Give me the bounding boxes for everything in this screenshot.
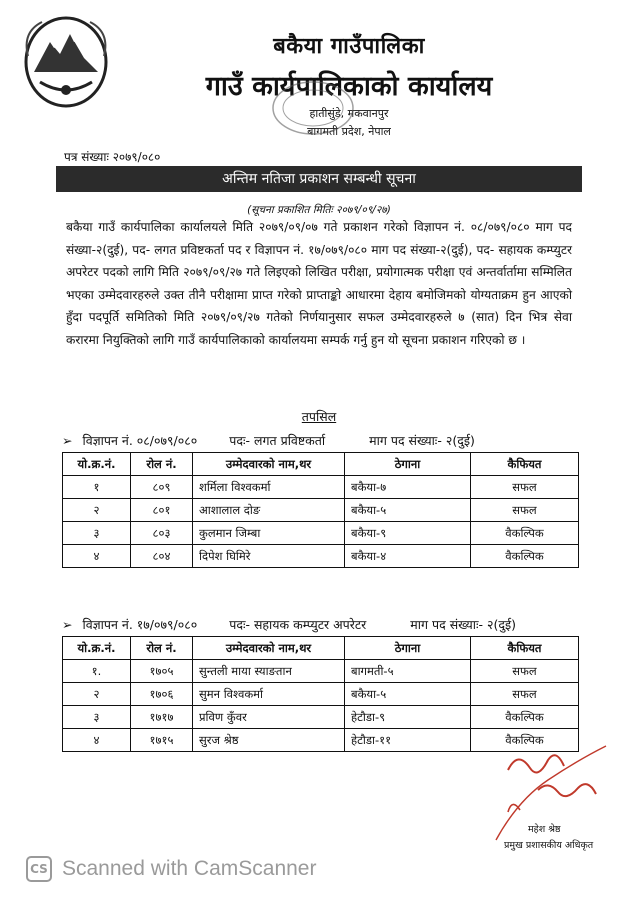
reference-number: पत्र संख्याः २०७९/०८० bbox=[64, 150, 161, 164]
signatory-title: प्रमुख प्रशासकीय अधिकृत bbox=[504, 840, 594, 851]
col-serial: यो.क्र.नं. bbox=[63, 453, 131, 476]
col-serial: यो.क्र.नं. bbox=[63, 637, 131, 660]
cell-address: हेटौडा-११ bbox=[345, 729, 471, 752]
cell-name: आशालाल दोङ bbox=[193, 499, 345, 522]
cell-serial: २ bbox=[63, 683, 131, 706]
table-row bbox=[63, 522, 579, 545]
section-1-post: पदः- लगत प्रविष्टकर्ता bbox=[229, 433, 326, 448]
section-1-header bbox=[62, 432, 475, 449]
signatory-name: महेश श्रेष्ठ bbox=[528, 824, 561, 835]
col-remarks: कैफियत bbox=[471, 453, 579, 476]
table-row bbox=[63, 499, 579, 522]
results-table-2 bbox=[62, 636, 579, 752]
details-heading: तपसिल bbox=[301, 409, 337, 424]
col-address: ठेगाना bbox=[345, 637, 471, 660]
camscanner-text: Scanned with CamScanner bbox=[62, 857, 317, 880]
cell-remarks: सफल bbox=[471, 476, 579, 499]
arrow-bullet-icon: ➢ bbox=[62, 617, 73, 632]
arrow-bullet-icon: ➢ bbox=[62, 433, 73, 448]
table-row bbox=[63, 660, 579, 683]
col-roll: रोल नं. bbox=[131, 453, 193, 476]
cell-serial: ३ bbox=[63, 522, 131, 545]
cell-roll: ८०३ bbox=[131, 522, 193, 545]
published-date: (सूचना प्रकाशित मितिः २०७९/०९/२७) bbox=[247, 204, 391, 216]
cell-serial: १ bbox=[63, 476, 131, 499]
cell-remarks: वैकल्पिक bbox=[471, 545, 579, 568]
cell-roll: १७१७ bbox=[131, 706, 193, 729]
results-table-1 bbox=[62, 452, 579, 568]
cell-remarks: वैकल्पिक bbox=[471, 706, 579, 729]
cell-address: हेटौडा-९ bbox=[345, 706, 471, 729]
cell-roll: ८०९ bbox=[131, 476, 193, 499]
col-name: उम्मेदवारको नाम,थर bbox=[193, 637, 345, 660]
cell-name: दिपेश घिमिरे bbox=[193, 545, 345, 568]
cell-roll: ८०४ bbox=[131, 545, 193, 568]
cell-roll: ८०१ bbox=[131, 499, 193, 522]
table-row bbox=[63, 683, 579, 706]
office-seal-stamp bbox=[268, 78, 358, 138]
cell-roll: १७०५ bbox=[131, 660, 193, 683]
cell-name: कुलमान जिम्बा bbox=[193, 522, 345, 545]
cell-address: बकैया-५ bbox=[345, 683, 471, 706]
cell-name: सुरज श्रेष्ठ bbox=[193, 729, 345, 752]
cell-name: प्रविण कुँवर bbox=[193, 706, 345, 729]
table-row bbox=[63, 476, 579, 499]
table-header-row bbox=[63, 453, 579, 476]
cell-serial: ३ bbox=[63, 706, 131, 729]
cell-serial: ४ bbox=[63, 545, 131, 568]
cell-remarks: वैकल्पिक bbox=[471, 522, 579, 545]
section-2-demand: माग पद संख्याः- २(दुई) bbox=[410, 617, 516, 632]
cell-serial: ४ bbox=[63, 729, 131, 752]
camscanner-watermark bbox=[26, 856, 316, 882]
cell-serial: २ bbox=[63, 499, 131, 522]
cell-address: बकैया-४ bbox=[345, 545, 471, 568]
table-header-row bbox=[63, 637, 579, 660]
cell-roll: १७१५ bbox=[131, 729, 193, 752]
cell-remarks: सफल bbox=[471, 499, 579, 522]
cell-name: सुन्तली माया स्याङतान bbox=[193, 660, 345, 683]
cell-serial: १. bbox=[63, 660, 131, 683]
cell-name: सुमन विश्वकर्मा bbox=[193, 683, 345, 706]
cell-name: शर्मिला विश्वकर्मा bbox=[193, 476, 345, 499]
office-name: गाउँ कार्यपालिकाको कार्यालय bbox=[205, 71, 493, 102]
notice-title-banner: अन्तिम नतिजा प्रकाशन सम्बन्धी सूचना bbox=[56, 166, 582, 192]
office-province: बागमती प्रदेश, नेपाल bbox=[307, 125, 391, 138]
table-row bbox=[63, 706, 579, 729]
col-remarks: कैफियत bbox=[471, 637, 579, 660]
cell-remarks: सफल bbox=[471, 683, 579, 706]
section-2-adv: विज्ञापन नं. १७/०७९/०८० bbox=[82, 617, 198, 632]
section-2-header bbox=[62, 616, 516, 633]
cell-remarks: वैकल्पिक bbox=[471, 729, 579, 752]
camscanner-logo-icon: CS bbox=[26, 856, 52, 882]
municipality-name: बकैया गाउँपालिका bbox=[273, 34, 425, 59]
cell-address: बकैया-७ bbox=[345, 476, 471, 499]
col-name: उम्मेदवारको नाम,थर bbox=[193, 453, 345, 476]
cell-address: बकैया-९ bbox=[345, 522, 471, 545]
cell-roll: १७०६ bbox=[131, 683, 193, 706]
section-2-post: पदः- सहायक कम्प्युटर अपरेटर bbox=[229, 617, 367, 632]
section-1-demand: माग पद संख्याः- २(दुई) bbox=[369, 433, 475, 448]
col-address: ठेगाना bbox=[345, 453, 471, 476]
section-1-adv: विज्ञापन नं. ०८/०७९/०८० bbox=[82, 433, 198, 448]
table-row bbox=[63, 545, 579, 568]
cell-remarks: सफल bbox=[471, 660, 579, 683]
cell-address: बागमती-५ bbox=[345, 660, 471, 683]
notice-body: बकैया गाउँ कार्यपालिका कार्यालयले मिति २०७९/०९/०७ गते प्रकाशन गरेको विज्ञापन नं. ०८/०७९/०८० माग पद संख्या-२(दुई), पद- लगत प्रविष्टकर्ता पद र विज्ञापन नं. १७/०७९/०८० माग पद संख्या-२(दुई), पद- सहायक कम्प्युटर अपरेटर पदको लागि मिति २०७९/०९/२७ गते लिइएको लिखित परीक्षा, प्रयोगात्मक परीक्षा एवं अन्तर्वार्तामा सम्मिलित भएका उम्मेदवारहरुले उक्त तीनै परीक्षामा प्राप्त गरेको प्राप्ताङ्को आधारमा देहाय बमोजिमको योग्यताक्रम हुन आएको हुँदा पदपूर्ति समितिको मिति २०७९/०९/२७ गतेको निर्णयानुसार सफल उम्मेदवारहरुले ७ (सात) दिन भित्र सेवा करारमा नियुक्तिको लागि गाउँ कार्यपालिकाको कार्यालयमा सम्पर्क गर्नु हुन यो सूचना प्रकाशन गरिएको छ । bbox=[66, 220, 572, 347]
cell-address: बकैया-५ bbox=[345, 499, 471, 522]
office-address: हातीसुंडे, मकवानपुर bbox=[309, 107, 389, 120]
col-roll: रोल नं. bbox=[131, 637, 193, 660]
